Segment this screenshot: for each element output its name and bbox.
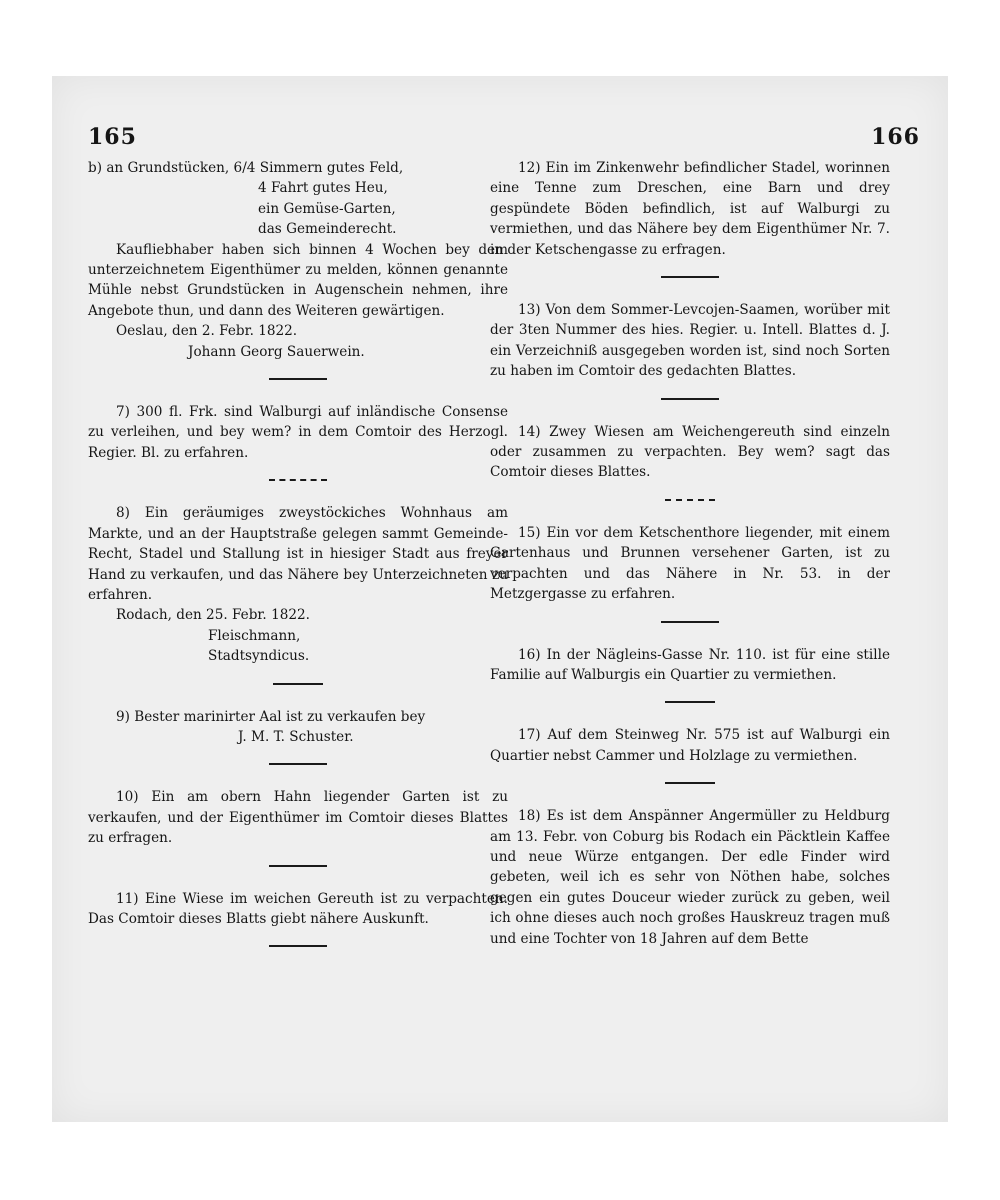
separator [269, 945, 327, 947]
entry-b-line3: ein Gemüse-Garten, [258, 200, 396, 217]
entry-b-line4: das Gemeinderecht. [258, 221, 397, 238]
entry-10-text: 10) Ein am obern Hahn liegender Garten ist zu verkaufen, und der Eigenthümer im Comtoir dieses Blattes zu erfragen. [88, 789, 508, 847]
entry-b [88, 158, 508, 362]
left-column [88, 158, 508, 969]
entry-9-line2: J. M. T. Schuster. [238, 728, 354, 745]
separator [269, 479, 327, 481]
entry-b-body: Kaufliebhaber haben sich binnen 4 Wochen bey dem unterzeichnetem Eigenthümer zu melden, können genannte Mühle nebst Grundstücken in Augenschein nehmen, ihre Angebote thun, und dann des Weiteren gewärtigen. [88, 241, 508, 319]
separator [273, 683, 323, 685]
entry-b-signature: Johann Georg Sauerwein. [188, 343, 365, 360]
entry-16-text: 16) In der Nägleins-Gasse Nr. 110. ist für eine stille Familie auf Walburgis ein Quartier zu vermiethen. [490, 646, 890, 683]
entry-9-line1: 9) Bester marinirter Aal ist zu verkaufen bey [116, 708, 426, 725]
entry-15-text: 15) Ein vor dem Ketschenthore liegender, mit einem Gartenhaus und Brunnen versehener Garten, ist zu verpachten und das Nähere in Nr. 53. in der Metzgergasse zu erfahren. [490, 524, 890, 603]
separator [269, 378, 327, 380]
separator [269, 865, 327, 867]
entry-15 [490, 523, 890, 605]
entry-18-text: 18) Es ist dem Anspänner Angermüller zu Heldburg am 13. Febr. von Coburg bis Rodach ein Päcktlein Kaffee und neue Würze entgangen. Der edle Finder wird gebeten, weil ich es sehr von Nöthen habe, solches gegen ein gutes Douceur wieder zurück zu geben, weil ich ohne dieses auch noch großes Hauskreuz tragen muß und eine Tochter von 18 Jahren auf dem Bette [490, 808, 890, 947]
separator [661, 276, 719, 278]
entry-9 [88, 707, 508, 748]
page-number-right: 166 [871, 124, 920, 150]
entry-7 [88, 402, 508, 463]
entry-18 [490, 806, 890, 949]
entry-13-text: 13) Von dem Sommer-Levcojen-Saamen, worüber mit der 3ten Nummer des hies. Regier. u. Intell. Blattes d. J. ein Verzeichniß ausgegeben worden ist, sind noch Sorten zu haben im Comtoir des gedachten Blattes. [490, 302, 890, 380]
separator [661, 621, 719, 623]
separator [665, 782, 715, 784]
entry-b-place-date: Oeslau, den 2. Febr. 1822. [116, 323, 298, 340]
entry-12-text: 12) Ein im Zinkenwehr befindlicher Stadel, worinnen eine Tenne zum Dreschen, eine Barn und drey gespündete Böden befindlich, ist auf Walburgi zu vermiethen, und das Nähere bey dem Eigenthümer Nr. 7. in der Ketschengasse zu erfragen. [490, 160, 890, 258]
entry-8-text: 8) Ein geräumiges zweystöckiches Wohnhaus am Markte, und an der Hauptstraße gelegen sammt Gemeinde-Recht, Stadel und Stallung ist in hiesiger Stadt aus freyer Hand zu verkaufen, und das Nähere bey Unterzeichneten zu erfahren. [88, 505, 508, 603]
entry-14-text: 14) Zwey Wiesen am Weichengereuth sind einzeln oder zusammen zu verpachten. Bey wem? sagt das Comtoir dieses Blattes. [490, 423, 890, 481]
entry-10 [88, 787, 508, 848]
separator [661, 398, 719, 400]
entry-b-line1: b) an Grundstücken, 6/4 Simmern gutes Feld, [88, 160, 404, 176]
entry-11-text: 11) Eine Wiese im weichen Gereuth ist zu verpachten. Das Comtoir dieses Blatts giebt nähere Auskunft. [88, 890, 508, 927]
entry-12 [490, 158, 890, 260]
entry-8 [88, 503, 508, 666]
separator [269, 763, 327, 765]
entry-17 [490, 725, 890, 766]
entry-17-text: 17) Auf dem Steinweg Nr. 575 ist auf Walburgi ein Quartier nebst Cammer und Holzlage zu vermiethen. [490, 727, 890, 764]
entry-b-line2: 4 Fahrt gutes Heu, [258, 180, 388, 197]
entry-8-place-date: Rodach, den 25. Febr. 1822. [116, 607, 310, 624]
entry-11 [88, 889, 508, 930]
separator [665, 499, 715, 501]
newspaper-page [52, 76, 948, 1122]
entry-13 [490, 300, 890, 382]
entry-7-text: 7) 300 fl. Frk. sind Walburgi auf inländische Consense zu verleihen, und bey wem? in dem Comtoir des Herzogl. Regier. Bl. zu erfahren. [88, 404, 508, 461]
page-number-left: 165 [88, 124, 137, 150]
right-column [490, 158, 890, 949]
entry-8-title: Stadtsyndicus. [208, 648, 310, 665]
entry-14 [490, 422, 890, 483]
entry-16 [490, 645, 890, 686]
entry-8-name: Fleischmann, [208, 627, 301, 644]
separator [665, 701, 715, 703]
